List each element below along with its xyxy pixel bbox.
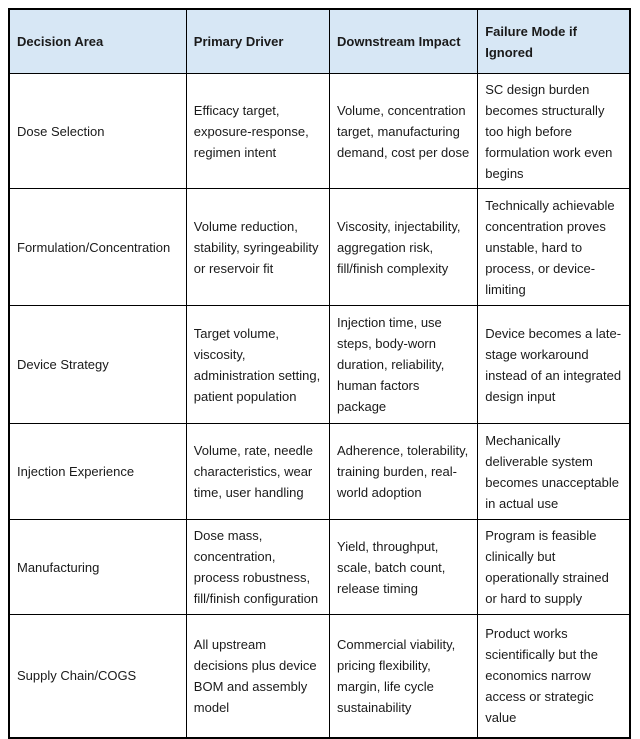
cell-downstream-impact: Viscosity, injectability, aggregation risk, fill/finish complexity [330,189,478,306]
cell-downstream-impact: Adherence, tolerability, training burden, real-world adoption [330,424,478,520]
table-row [9,615,630,738]
table-row [9,74,630,189]
cell-failure-mode: Device becomes a late-stage workaround instead of an integrated design input [478,306,630,424]
cell-primary-driver: Efficacy target, exposure-response, regimen intent [186,74,329,189]
cell-primary-driver: Volume reduction, stability, syringeability or reservoir fit [186,189,329,306]
column-header-downstream-impact: Downstream Impact [330,9,478,74]
cell-failure-mode: Technically achievable concentration proves unstable, hard to process, or device-limiting [478,189,630,306]
cell-decision-area: Device Strategy [9,306,186,424]
column-header-primary-driver: Primary Driver [186,9,329,74]
cell-failure-mode: SC design burden becomes structurally too high before formulation work even begins [478,74,630,189]
column-header-failure-mode: Failure Mode if Ignored [478,9,630,74]
table-row [9,520,630,615]
table-body [9,74,630,738]
cell-decision-area: Formulation/Concentration [9,189,186,306]
cell-decision-area: Injection Experience [9,424,186,520]
cell-downstream-impact: Volume, concentration target, manufacturing demand, cost per dose [330,74,478,189]
cell-failure-mode: Program is feasible clinically but operationally strained or hard to supply [478,520,630,615]
decision-trade-off-table [8,8,631,739]
table-row [9,189,630,306]
cell-primary-driver: Dose mass, concentration, process robustness, fill/finish configuration [186,520,329,615]
cell-decision-area: Supply Chain/COGS [9,615,186,738]
cell-primary-driver: All upstream decisions plus device BOM and assembly model [186,615,329,738]
table-row [9,424,630,520]
column-header-decision-area: Decision Area [9,9,186,74]
cell-primary-driver: Target volume, viscosity, administration setting, patient population [186,306,329,424]
table-header-row [9,9,630,74]
cell-decision-area: Manufacturing [9,520,186,615]
cell-downstream-impact: Commercial viability, pricing flexibility, margin, life cycle sustainability [330,615,478,738]
cell-downstream-impact: Injection time, use steps, body-worn duration, reliability, human factors package [330,306,478,424]
table-row [9,306,630,424]
cell-failure-mode: Mechanically deliverable system becomes unacceptable in actual use [478,424,630,520]
cell-failure-mode: Product works scientifically but the economics narrow access or strategic value [478,615,630,738]
cell-primary-driver: Volume, rate, needle characteristics, wear time, user handling [186,424,329,520]
cell-decision-area: Dose Selection [9,74,186,189]
cell-downstream-impact: Yield, throughput, scale, batch count, release timing [330,520,478,615]
